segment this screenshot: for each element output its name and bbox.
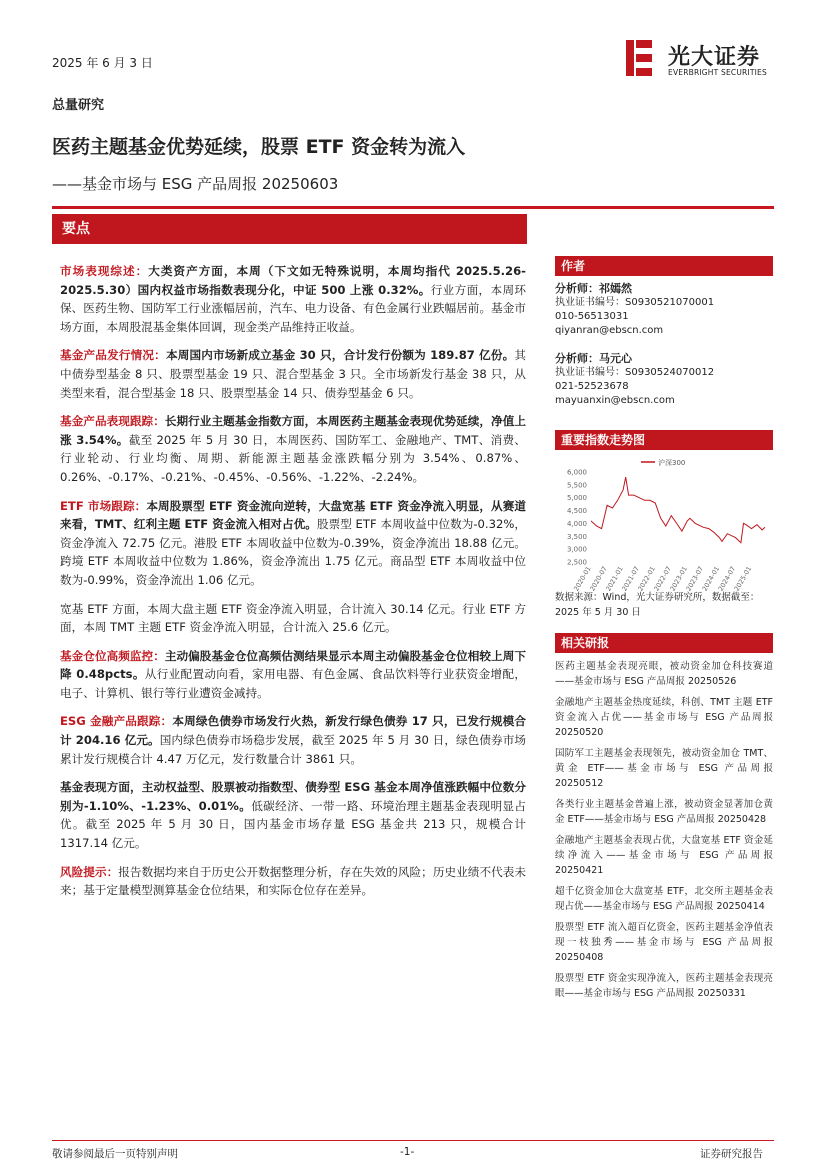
keypoint-emphasis: 大类资产方面，本周（下文如无特殊说明，本周均指代 2025.5.26-2025.5.30）国内权益市场指数表现分化，中证 500 上涨 0.32%。 [60,264,526,297]
y-tick-label: 4,000 [566,519,587,528]
keypoint-text: 从行业配置动向看，家用电器、有色金属、食品饮料等行业获资金增配，电子、计算机、银行等行业遭资金减持。 [60,667,526,700]
related-item[interactable]: 股票型 ETF 资金实现净流入，医药主题基金表现亮眼——基金市场与 ESG 产品周报 20250331 [555,973,773,999]
keypoint-text: 宽基 ETF 方面，本周大盘主题 ETF 资金净流入明显，合计流入 30.14 亿元。行业 ETF 方面，本周 TMT 主题 ETF 资金净流入明显，合计流入 25.6 亿元。 [60,601,526,635]
keypoint-heading: 风险提示： [60,864,119,879]
keypoint-paragraph [60,497,526,590]
keypoint-paragraph [60,863,526,900]
y-tick-label: 2,500 [566,558,587,567]
keypoint-paragraph [60,262,526,336]
related-item[interactable]: 国防军工主题基金表现领先，被动资金加仓 TMT、黄金 ETF——基金市场与 ESG 产品周报 20250512 [555,748,773,789]
author-cert: 执业证书编号：S0930524070012 [555,367,715,378]
keypoint-heading: 市场表现综述： [60,264,149,278]
keypoint-emphasis: 基金表现方面，主动权益型、股票被动指数型、债券型 ESG 基金本周净值涨跌幅中位数分别为-1.10%、-1.23%、0.01%。 [60,780,526,813]
author-cert: 执业证书编号：S0930521070001 [555,297,715,308]
author-phone: 021-52523678 [555,381,629,392]
keypoint-heading: 基金产品发行情况： [60,348,166,363]
keypoints-body [60,262,526,910]
y-tick-label: 5,500 [566,481,587,490]
y-tick-label: 4,500 [566,507,587,516]
company-logo [622,38,782,84]
index-trend-chart [555,450,773,600]
keypoint-text: 报告数据均来自于历史公开数据整理分析，存在失效的风险；历史业绩不代表未来；基于定量模型测算基金仓位结果，和实际仓位存在差异。 [60,864,526,898]
x-tick-label: 2021-01 [604,565,625,593]
related-item[interactable]: 超千亿资金加仓大盘宽基 ETF，北交所主题基金表现占优——基金市场与 ESG 产品周报 20250414 [555,886,773,912]
x-tick-label: 2020-01 [572,565,593,593]
x-tick-label: 2020-07 [588,565,609,593]
index-chart-panel [555,430,773,604]
report-category: 总量研究 [52,98,105,113]
x-tick-label: 2023-07 [684,565,706,593]
keypoints-header: 要点 [52,214,527,244]
related-header: 相关研报 [555,633,773,653]
keypoint-text: 国内绿色债券市场稳步发展，截至 2025 年 5 月 30 日，绿色债券市场累计发行规模合计 4.47 万亿元，发行数量合计 3861 只。 [60,733,527,766]
legend-label: 沪深300 [658,459,686,467]
y-tick-label: 6,000 [566,468,587,477]
author-name: 分析师：祁嫣然 [555,282,632,295]
x-tick-label: 2024-01 [700,565,722,593]
x-tick-label: 2021-07 [620,565,641,593]
keypoint-heading: ESG 金融产品跟踪： [60,714,173,729]
keypoint-heading: 基金产品表现跟踪： [60,414,165,429]
author-email[interactable]: mayuanxin@ebscn.com [555,395,675,406]
related-item[interactable]: 股票型 ETF 流入超百亿资金，医药主题基金净值表现一枝独秀——基金市场与 ESG 产品周报 20250408 [555,922,773,963]
author-name: 分析师：马元心 [555,352,632,365]
keypoint-emphasis: 长期行业主题基金指数方面，本周医药主题基金表现优势延续，净值上涨 3.54%。 [60,414,526,447]
related-research-panel [555,633,773,1007]
author-block [555,352,773,408]
x-tick-label: 2022-07 [652,565,673,593]
keypoint-heading: 基金仓位高频监控： [60,648,165,663]
keypoint-text: 其中债券型基金 8 只、股票型基金 19 只、混合型基金 3 只。全市场新发行基金 38 只，从类型来看，混合型基金 18 只、股票型基金 14 只、债券型基金 6 只。 [60,348,526,400]
keypoint-paragraph [60,600,526,637]
series-line-hs300 [591,477,765,543]
keypoint-heading: ETF 市场跟踪： [60,498,147,513]
page-number: -1- [400,1146,415,1158]
related-item[interactable]: 金融地产主题基金表现占优，大盘宽基 ETF 资金延续净流入——基金市场与 ESG 产品周报 20250421 [555,835,773,876]
keypoint-emphasis: 主动偏股基金仓位高频估测结果显示本周主动偏股基金仓位相较上周下降 0.48pcts。 [60,648,526,682]
authors-header: 作者 [555,256,773,276]
keypoint-emphasis: 本周绿色债券市场发行火热，新发行绿色债券 17 只，已发行规模合计 204.16 亿元。 [60,714,526,748]
keypoint-text: 股票型 ETF 本周收益中位数为-0.32%，资金净流入 72.75 亿元。港股 ETF 本周收益中位数为-0.39%，资金净流出 18.88 亿元。跨境 ETF 本周收益中位数为 1.86%，资金净流出 1.75 亿元。商品型 ETF 本周收益中位数为-0.99%，资金净流出 1.06 亿元。 [60,517,526,587]
keypoint-emphasis: 本周国内市场新成立基金 30 只，合计发行份额为 189.87 亿份。 [165,348,515,363]
report-date: 2025 年 6 月 3 日 [52,56,153,70]
keypoint-paragraph [60,778,526,852]
logo-text-cn: 光大证券 [668,45,761,70]
report-subtitle: ——基金市场与 ESG 产品周报 20250603 [52,175,339,193]
x-tick-label: 2022-01 [636,565,657,593]
keypoint-emphasis: 本周股票型 ETF 资金流向逆转，大盘宽基 ETF 资金净流入明显，从赛道来看，TMT、红利主题 ETF 资金流入相对占优。 [60,498,526,532]
footer-report-type: 证券研究报告 [700,1148,763,1160]
x-tick-label: 2025-01 [732,565,754,593]
related-item[interactable]: 医药主题基金表现亮眼，被动资金加仓科技赛道——基金市场与 ESG 产品周报 20250526 [555,661,773,687]
keypoint-paragraph [60,412,526,486]
chart-source: 数据来源：Wind，光大证券研究所，数据截至：2025 年 5 月 30 日 [555,592,760,618]
keypoint-paragraph [60,346,526,402]
keypoint-paragraph [60,712,526,768]
y-tick-label: 5,000 [566,494,587,503]
author-block [555,282,773,338]
author-phone: 010-56513031 [555,311,629,322]
footer-divider [52,1140,774,1141]
keypoint-text: 行业方面，本周环保、医药生物、国防军工行业涨幅居前，汽车、电力设备、有色金属行业跌幅居前。基金市场方面，本周股混基金集体回调，现金类产品维持正收益。 [60,282,526,334]
report-title: 医药主题基金优势延续，股票 ETF 资金转为流入 [52,136,466,158]
authors-panel [555,256,773,408]
keypoint-text: 截至 2025 年 5 月 30 日，本周医药、国防军工、金融地产、TMT、消费、行业轮动、行业均衡、周期、新能源主题基金涨跌幅分别为 3.54%、0.87%、0.26%、-0.17%、-0.21%、-0.45%、-0.56%、-1.22%、-2.24%。 [60,432,526,484]
keypoint-text: 低碳经济、一带一路、环境治理主题基金表现明显占优。截至 2025 年 5 月 30 日，国内基金市场存量 ESG 基金共 213 只，规模合计 1317.14 亿元。 [60,798,526,851]
title-divider [52,206,774,209]
everbright-logo-icon [624,38,654,78]
x-tick-label: 2024-07 [716,565,738,593]
x-tick-label: 2023-01 [668,565,690,593]
author-email[interactable]: qiyanran@ebscn.com [555,325,664,336]
logo-text-en: EVERBRIGHT SECURITIES [668,68,767,77]
chart-header: 重要指数走势图 [555,430,773,450]
y-tick-label: 3,000 [566,545,587,554]
related-item[interactable]: 金融地产主题基金热度延续，科创、TMT 主题 ETF 资金流入占优——基金市场与 ESG 产品周报 20250520 [555,697,773,738]
y-tick-label: 3,500 [566,532,587,541]
footer-disclaimer: 敬请参阅最后一页特别声明 [52,1148,178,1160]
related-item[interactable]: 各类行业主题基金普遍上涨，被动资金显著加仓黄金 ETF——基金市场与 ESG 产品周报 20250428 [555,799,773,825]
keypoint-paragraph [60,647,526,703]
